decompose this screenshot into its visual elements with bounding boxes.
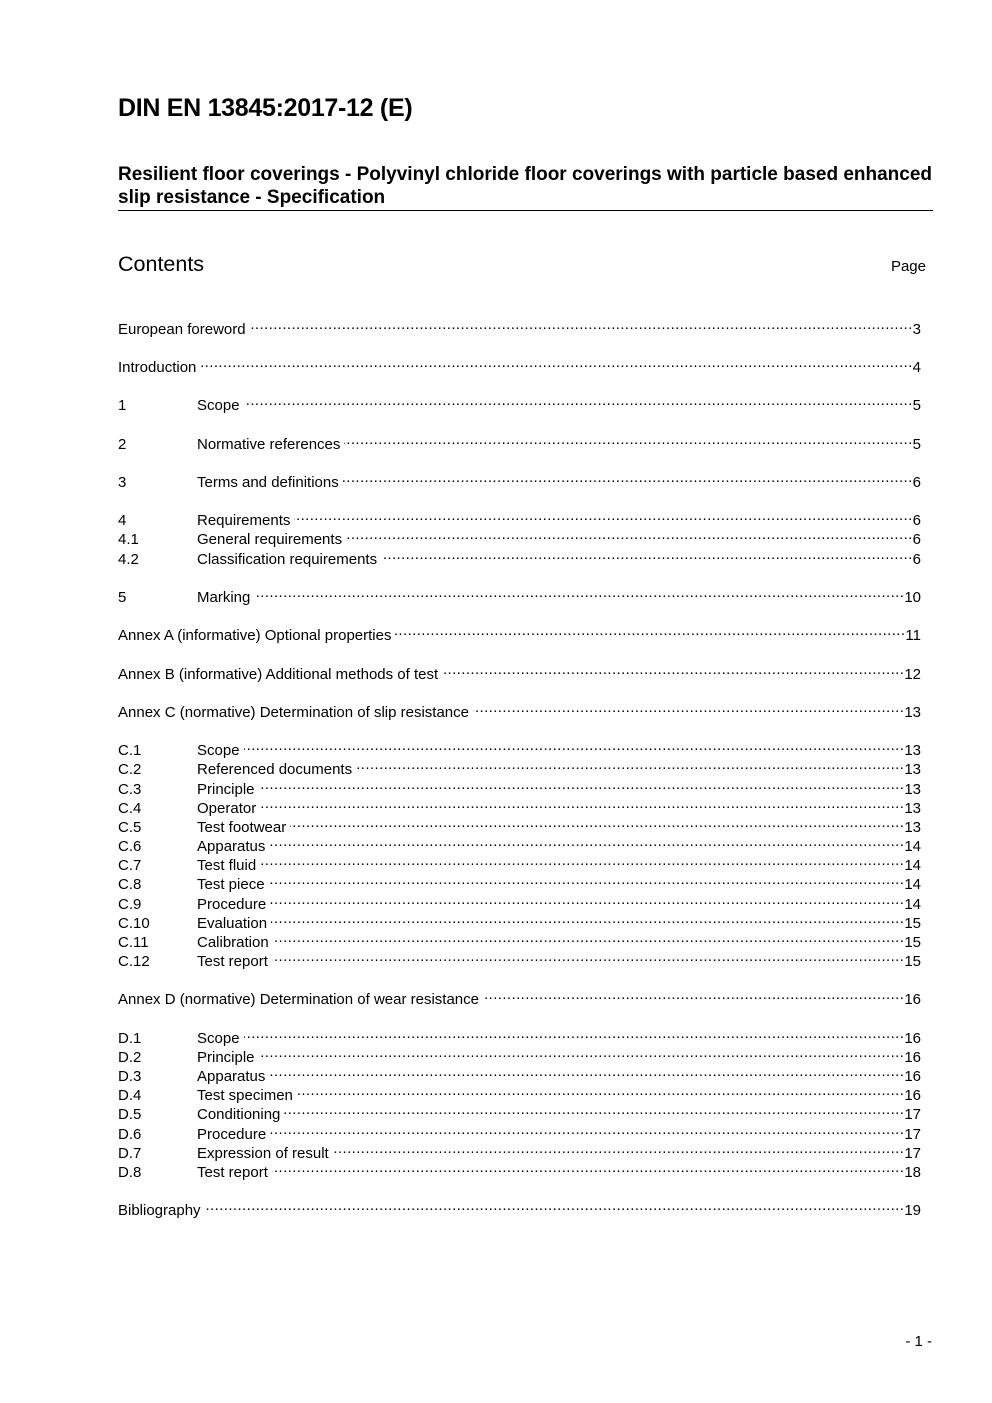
toc-entry[interactable] bbox=[118, 621, 921, 644]
toc-entry-number: C.4 bbox=[118, 800, 142, 817]
toc-entry-number: C.1 bbox=[118, 742, 142, 759]
toc-entry[interactable] bbox=[118, 813, 921, 836]
toc-entry-title: Scope bbox=[197, 742, 240, 759]
toc-entry-title: Scope bbox=[197, 397, 240, 414]
toc-entry-title: Operator bbox=[197, 800, 257, 817]
toc-dot-leader bbox=[272, 1158, 904, 1177]
toc-dot-leader bbox=[269, 1062, 904, 1081]
toc-entry-page: 10 bbox=[904, 589, 921, 606]
toc-entry-title: Annex D (normative) Determination of wear resistance bbox=[118, 991, 479, 1008]
toc-entry-page: 14 bbox=[904, 857, 921, 874]
toc-entry-number: D.6 bbox=[118, 1126, 142, 1143]
toc-entry[interactable] bbox=[118, 870, 921, 893]
toc-entry-number: C.5 bbox=[118, 819, 142, 836]
toc-entry[interactable] bbox=[118, 1139, 921, 1162]
toc-entry-page: 16 bbox=[904, 1049, 921, 1066]
toc-entry[interactable] bbox=[118, 775, 921, 798]
toc-entry[interactable] bbox=[118, 928, 921, 951]
toc-entry[interactable] bbox=[118, 832, 921, 855]
toc-entry[interactable] bbox=[118, 909, 921, 932]
toc-dot-leader bbox=[273, 928, 905, 947]
toc-entry[interactable] bbox=[118, 736, 921, 759]
toc-entry-title: Introduction bbox=[118, 359, 197, 376]
toc-entry[interactable] bbox=[118, 1158, 921, 1181]
toc-entry[interactable] bbox=[118, 1024, 921, 1047]
toc-entry-page: 19 bbox=[904, 1202, 921, 1219]
toc-entry-title: Apparatus bbox=[197, 1068, 266, 1085]
toc-entry-page: 6 bbox=[912, 551, 921, 568]
toc-entry-number: D.5 bbox=[118, 1106, 142, 1123]
toc-entry-page: 17 bbox=[904, 1145, 921, 1162]
toc-entry[interactable] bbox=[118, 583, 921, 606]
toc-entry-page: 4 bbox=[912, 359, 921, 376]
toc-entry-number: C.7 bbox=[118, 857, 142, 874]
toc-entry-title: Terms and definitions bbox=[197, 474, 339, 491]
toc-entry-number: 4.2 bbox=[118, 551, 139, 568]
toc-entry[interactable] bbox=[118, 660, 921, 683]
toc-dot-leader bbox=[244, 391, 913, 410]
toc-entry-title: Classification requirements bbox=[197, 551, 378, 568]
toc-entry[interactable] bbox=[118, 353, 921, 376]
page-column-heading: Page bbox=[890, 258, 926, 275]
toc-entry[interactable] bbox=[118, 391, 921, 414]
toc-dot-leader bbox=[244, 736, 905, 755]
document-subtitle: Resilient floor coverings - Polyvinyl chloride floor coverings with particle based enhanced slip resistance - Specification bbox=[118, 163, 933, 211]
toc-entry-page: 13 bbox=[904, 704, 921, 721]
document-title: DIN EN 13845:2017-12 (E) bbox=[118, 94, 413, 122]
toc-entry-page: 17 bbox=[904, 1106, 921, 1123]
toc-dot-leader bbox=[297, 1081, 904, 1100]
toc-dot-leader bbox=[250, 315, 913, 334]
toc-entry-page: 3 bbox=[912, 321, 921, 338]
toc-dot-leader bbox=[344, 430, 912, 449]
toc-entry-title: Bibliography bbox=[118, 1202, 201, 1219]
toc-dot-leader bbox=[442, 660, 904, 679]
toc-dot-leader bbox=[269, 870, 905, 889]
toc-entry[interactable] bbox=[118, 851, 921, 874]
toc-entry-title: Test report bbox=[197, 953, 268, 970]
toc-entry[interactable] bbox=[118, 315, 921, 338]
toc-dot-leader bbox=[483, 985, 904, 1004]
toc-entry-page: 16 bbox=[904, 991, 921, 1008]
toc-entry-title: General requirements bbox=[197, 531, 343, 548]
toc-entry-page: 5 bbox=[912, 436, 921, 453]
toc-entry-number: C.2 bbox=[118, 761, 142, 778]
toc-entry-number: C.8 bbox=[118, 876, 142, 893]
toc-entry-number: D.1 bbox=[118, 1030, 142, 1047]
toc-entry-title: Normative references bbox=[197, 436, 341, 453]
toc-dot-leader bbox=[343, 468, 913, 487]
toc-dot-leader bbox=[259, 1043, 905, 1062]
toc-entry-page: 13 bbox=[904, 781, 921, 798]
toc-entry-number: C.11 bbox=[118, 934, 149, 951]
toc-entry[interactable] bbox=[118, 985, 921, 1008]
footer-page-number: - 1 - bbox=[905, 1333, 932, 1350]
toc-entry-page: 16 bbox=[904, 1030, 921, 1047]
toc-entry-title: European foreword bbox=[118, 321, 246, 338]
toc-entry-number: D.7 bbox=[118, 1145, 142, 1162]
toc-entry[interactable] bbox=[118, 755, 921, 778]
toc-entry-title: Apparatus bbox=[197, 838, 266, 855]
toc-entry-page: 17 bbox=[904, 1126, 921, 1143]
toc-dot-leader bbox=[200, 353, 912, 372]
toc-entry-number: 2 bbox=[118, 436, 127, 453]
toc-dot-leader bbox=[260, 851, 904, 870]
toc-entry-page: 11 bbox=[905, 627, 921, 644]
toc-entry-title: Calibration bbox=[197, 934, 269, 951]
contents-heading: Contents bbox=[118, 252, 205, 276]
toc-dot-leader bbox=[270, 890, 904, 909]
toc-entry-page: 12 bbox=[904, 666, 921, 683]
toc-entry-title: Expression of result bbox=[197, 1145, 329, 1162]
toc-entry-page: 15 bbox=[904, 934, 921, 951]
toc-dot-leader bbox=[346, 525, 913, 544]
toc-dot-leader bbox=[294, 506, 912, 525]
toc-entry-page: 13 bbox=[904, 800, 921, 817]
toc-entry-number: C.10 bbox=[118, 915, 150, 932]
toc-dot-leader bbox=[395, 621, 905, 640]
toc-entry-number: D.2 bbox=[118, 1049, 142, 1066]
toc-entry-number: D.4 bbox=[118, 1087, 142, 1104]
toc-dot-leader bbox=[270, 1120, 904, 1139]
toc-entry[interactable] bbox=[118, 1196, 921, 1219]
toc-entry[interactable] bbox=[118, 1100, 921, 1123]
toc-dot-leader bbox=[272, 947, 904, 966]
toc-entry[interactable] bbox=[118, 545, 921, 568]
toc-dot-leader bbox=[205, 1196, 905, 1215]
toc-entry-title: Test piece bbox=[197, 876, 265, 893]
toc-entry-number: 3 bbox=[118, 474, 127, 491]
toc-entry-page: 6 bbox=[912, 474, 921, 491]
toc-entry-number: D.8 bbox=[118, 1164, 142, 1181]
toc-entry-title: Procedure bbox=[197, 1126, 267, 1143]
toc-entry-title: Marking bbox=[197, 589, 251, 606]
toc-entry-page: 6 bbox=[912, 531, 921, 548]
toc-entry-title: Referenced documents bbox=[197, 761, 353, 778]
toc-entry-title: Principle bbox=[197, 1049, 255, 1066]
toc-entry-title: Annex B (informative) Additional methods of test bbox=[118, 666, 439, 683]
toc-entry-page: 13 bbox=[904, 761, 921, 778]
toc-entry-number: C.9 bbox=[118, 896, 142, 913]
toc-dot-leader bbox=[356, 755, 904, 774]
toc-entry-title: Scope bbox=[197, 1030, 240, 1047]
toc-dot-leader bbox=[473, 698, 904, 717]
toc-entry-title: Procedure bbox=[197, 896, 267, 913]
toc-entry-title: Requirements bbox=[197, 512, 291, 529]
toc-entry[interactable] bbox=[118, 506, 921, 529]
toc-dot-leader bbox=[271, 909, 904, 928]
toc-entry[interactable] bbox=[118, 430, 921, 453]
toc-entry-title: Conditioning bbox=[197, 1106, 281, 1123]
toc-entry-title: Principle bbox=[197, 781, 255, 798]
toc-dot-leader bbox=[333, 1139, 905, 1158]
toc-entry[interactable] bbox=[118, 1081, 921, 1104]
toc-entry-number: C.12 bbox=[118, 953, 150, 970]
toc-entry-title: Test specimen bbox=[197, 1087, 293, 1104]
toc-entry[interactable] bbox=[118, 1062, 921, 1085]
toc-entry-number: 4.1 bbox=[118, 531, 139, 548]
toc-entry-page: 18 bbox=[904, 1164, 921, 1181]
toc-entry-page: 13 bbox=[904, 819, 921, 836]
toc-dot-leader bbox=[284, 1100, 904, 1119]
toc-entry-page: 5 bbox=[912, 397, 921, 414]
toc-entry-page: 14 bbox=[904, 838, 921, 855]
toc-dot-leader bbox=[260, 794, 904, 813]
toc-entry[interactable] bbox=[118, 1120, 921, 1143]
toc-entry[interactable] bbox=[118, 698, 921, 721]
toc-entry-number: C.6 bbox=[118, 838, 142, 855]
toc-dot-leader bbox=[244, 1024, 905, 1043]
toc-entry-title: Test report bbox=[197, 1164, 268, 1181]
toc-entry-title: Evaluation bbox=[197, 915, 268, 932]
toc-dot-leader bbox=[290, 813, 904, 832]
toc-entry-number: 5 bbox=[118, 589, 127, 606]
toc-entry-page: 6 bbox=[912, 512, 921, 529]
toc-entry-number: 4 bbox=[118, 512, 127, 529]
toc-dot-leader bbox=[269, 832, 904, 851]
toc-entry[interactable] bbox=[118, 794, 921, 817]
toc-entry-title: Annex C (normative) Determination of slip resistance bbox=[118, 704, 469, 721]
toc-entry-page: 15 bbox=[904, 915, 921, 932]
toc-entry-title: Annex A (informative) Optional properties bbox=[118, 627, 392, 644]
toc-entry-page: 13 bbox=[904, 742, 921, 759]
toc-entry-number: D.3 bbox=[118, 1068, 142, 1085]
toc-dot-leader bbox=[254, 583, 904, 602]
toc-entry-page: 14 bbox=[904, 896, 921, 913]
toc-entry-page: 16 bbox=[904, 1087, 921, 1104]
toc-entry-page: 14 bbox=[904, 876, 921, 893]
toc-entry[interactable] bbox=[118, 947, 921, 970]
toc-dot-leader bbox=[381, 545, 913, 564]
toc-entry-number: C.3 bbox=[118, 781, 142, 798]
toc-entry-number: 1 bbox=[118, 397, 127, 414]
toc-entry[interactable] bbox=[118, 1043, 921, 1066]
toc-entry-page: 16 bbox=[904, 1068, 921, 1085]
toc-entry[interactable] bbox=[118, 468, 921, 491]
toc-entry-title: Test fluid bbox=[197, 857, 257, 874]
toc-entry[interactable] bbox=[118, 525, 921, 548]
toc-dot-leader bbox=[259, 775, 905, 794]
toc-entry[interactable] bbox=[118, 890, 921, 913]
toc-entry-page: 15 bbox=[904, 953, 921, 970]
toc-entry-title: Test footwear bbox=[197, 819, 287, 836]
